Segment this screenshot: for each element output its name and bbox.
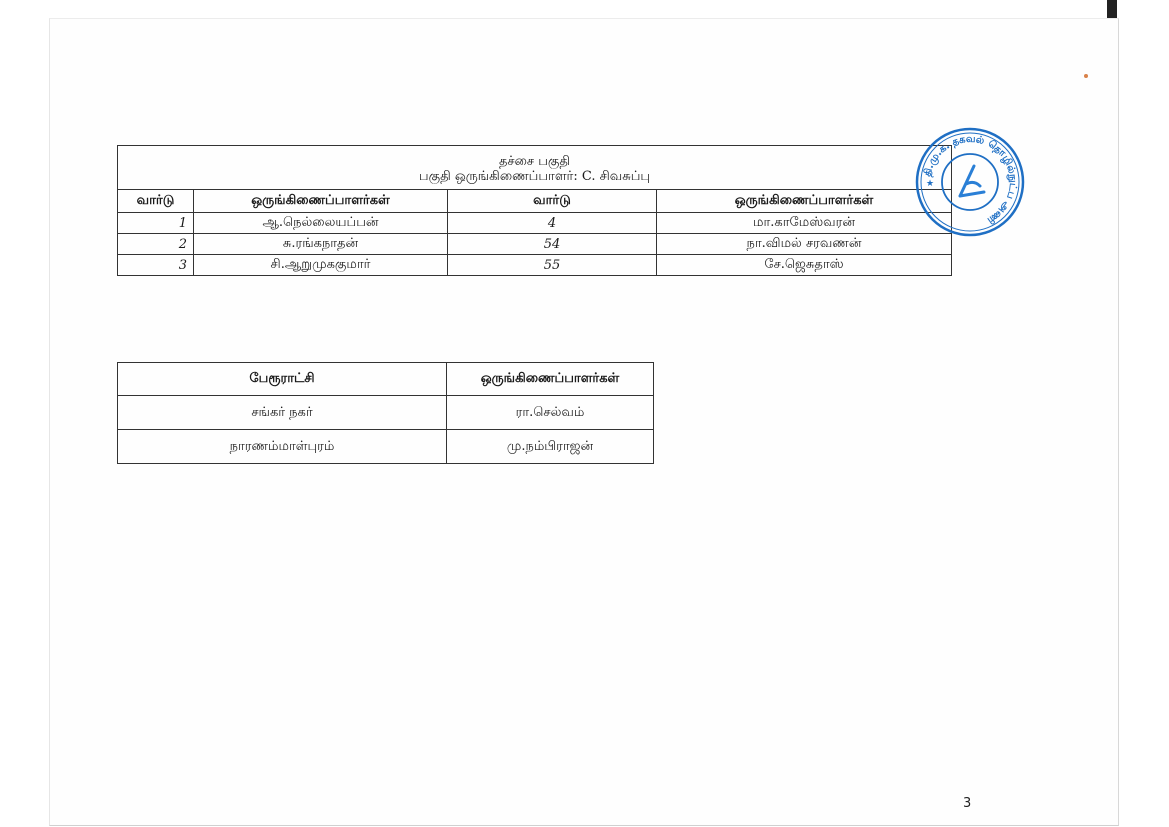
header-coordinators: ஒருங்கிணைப்பாளர்கள் (447, 363, 654, 396)
party-seal-stamp (914, 126, 1026, 238)
coordinator-name: ரா.செல்வம் (447, 396, 654, 430)
town-panchayat-table (117, 362, 654, 464)
ward-number: 2 (118, 234, 194, 255)
table-row (118, 430, 654, 464)
ward-number: 1 (118, 213, 194, 234)
area-title: தச்சை பகுதி (498, 154, 571, 169)
table-row (118, 234, 952, 255)
coordinator-name: சே.ஜெசுதாஸ் (657, 255, 952, 276)
coordinator-name: நா.விமல் சரவணன் (657, 234, 952, 255)
coordinator-name: மு.நம்பிராஜன் (447, 430, 654, 464)
header-town-panchayat: பேரூராட்சி (118, 363, 447, 396)
party-logo-icon (960, 166, 984, 196)
table-row (118, 396, 654, 430)
header-coordinators-2: ஒருங்கிணைப்பாளர்கள் (657, 190, 952, 213)
svg-text:தி.மு.க. தகவல் தொழில்நுட்ப அணி (921, 134, 1018, 227)
header-coordinators-1: ஒருங்கிணைப்பாளர்கள் (194, 190, 448, 213)
seal-text: தி.மு.க. தகவல் தொழில்நுட்ப அணி (922, 133, 1019, 226)
table-row (118, 213, 952, 234)
town-name: நாரணம்மாள்புரம் (118, 430, 447, 464)
coordinator-name: சு.ரங்கநாதன் (194, 234, 448, 255)
town-name: சங்கர் நகர் (118, 396, 447, 430)
area-coordinator: பகுதி ஒருங்கிணைப்பாளர்: C. சிவசுப்பு (418, 169, 651, 184)
scan-edge-mark (1107, 0, 1117, 18)
header-ward-2: வார்டு (448, 190, 657, 213)
header-ward-1: வார்டு (118, 190, 194, 213)
ward-number: 4 (448, 213, 657, 234)
coordinator-name: சி.ஆறுமுககுமார் (194, 255, 448, 276)
ward-coordinators-table (117, 145, 952, 276)
table-row (118, 255, 952, 276)
ward-number: 3 (118, 255, 194, 276)
coordinator-name: மா.காமேஸ்வரன் (657, 213, 952, 234)
ward-number: 54 (448, 234, 657, 255)
table-caption (118, 146, 952, 190)
coordinator-name: ஆ.நெல்லையப்பன் (194, 213, 448, 234)
svg-text:★: ★ (926, 179, 935, 189)
page-number: 3 (963, 796, 972, 811)
scan-dot (1084, 74, 1088, 78)
ward-number: 55 (448, 255, 657, 276)
